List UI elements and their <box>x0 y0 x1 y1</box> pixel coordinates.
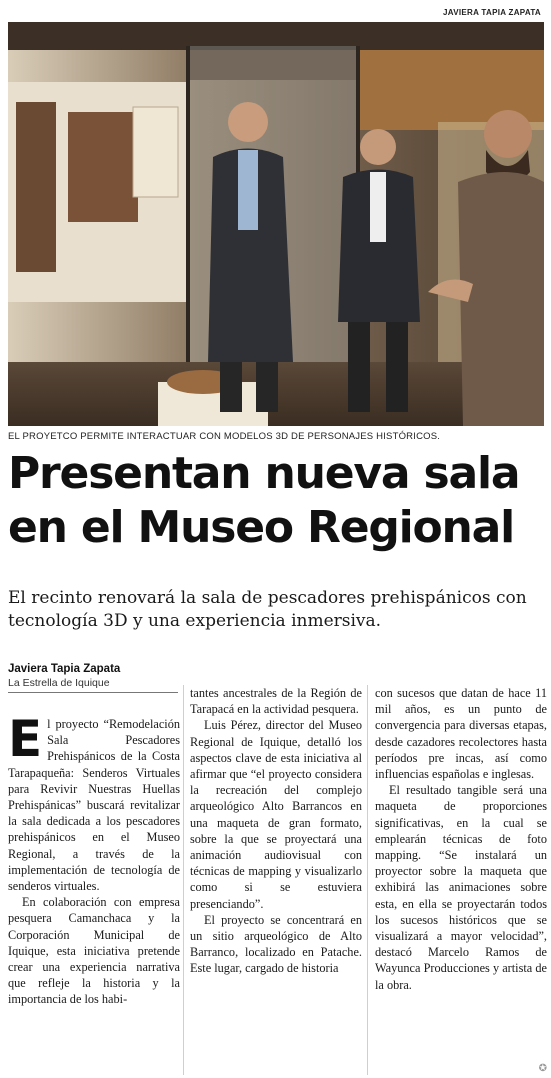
body-paragraph <box>8 710 180 894</box>
body-paragraph: En colaboración con empresa pesquera Camanchaca y la Corporación Municipal de Iquique, esta iniciativa pretende crear una experiencia narrativa que refleje la historia y la importancia de los habi- <box>8 895 180 1007</box>
drop-cap: E <box>8 710 43 768</box>
column-divider <box>183 685 184 1075</box>
body-text: l proyecto “Remodelación Sala Pescadores Prehispánicos de la Costa Tarapaqueña: Senderos Virtuales para Revivir Nuestras Huellas Prehispánicas” buscará revitalizar la sala dedicada a los pescadores prehispánicos en el Museo Regional, a través de la implementación de tecnología de senderos virtuales. <box>8 717 180 894</box>
body-paragraph: tantes ancestrales de la Región de Tarapacá en la actividad pesquera. <box>190 686 362 717</box>
body-paragraph: Luis Pérez, director del Museo Regional de Iquique, detalló los aspectos clave de esta iniciativa al afirmar que “el proyecto considera la recreación del complejo arqueológico Alto Barrancos en una maqueta de gran formato, sobre la que se proyectará una animación audiovisual con técnicas de mapping y visualizarlo como si se estuviera presenciando”. <box>190 718 362 911</box>
body-paragraph: con sucesos que datan de hace 11 mil años, es un punto de convergencia para diversas etapas, desde cazadores recolectores hasta períodos pre incas, así como influencias españolas e inglesas. <box>375 686 547 782</box>
column-divider <box>367 685 368 1075</box>
headline: Presentan nueva sala en el Museo Regional <box>8 448 520 553</box>
body-column-3 <box>375 685 547 993</box>
byline <box>8 663 120 689</box>
body-column-1 <box>8 710 180 1008</box>
body-column-2 <box>190 685 362 977</box>
byline-outlet: La Estrella de Iquique <box>8 677 110 689</box>
deck-subtitle: El recinto renovará la sala de pescadores prehispánicos con tecnología 3D y una experiencia inmersiva. <box>8 588 527 631</box>
byline-author: Javiera Tapia Zapata <box>8 663 121 675</box>
museum-scene-illustration <box>8 22 544 426</box>
article-photo <box>8 22 544 426</box>
body-paragraph: El resultado tangible será una maqueta de proporciones significativas, en la cual se emplearán técnicas de foto mapping. “Se instalará un proyector sobre la maqueta que exhibirá las animaciones sobre esta, en ella se proyectarán todos los sucesos históricos que se visualizará a mayor velocidad”, destacó Marcelo Ramos de Wayunca Producciones y artista de la obra. <box>375 783 547 992</box>
photo-credit: JAVIERA TAPIA ZAPATA <box>443 8 541 17</box>
body-paragraph: El proyecto se concentrará en un sitio arqueológico de Alto Barranco, localizado en Patache. Este lugar, cargado de historia <box>190 912 362 976</box>
photo-caption: EL PROYETCO PERMITE INTERACTUAR CON MODELOS 3D DE PERSONAJES HISTÓRICOS. <box>8 431 441 442</box>
byline-divider <box>8 692 178 693</box>
end-mark-icon: ✪ <box>538 1063 547 1074</box>
